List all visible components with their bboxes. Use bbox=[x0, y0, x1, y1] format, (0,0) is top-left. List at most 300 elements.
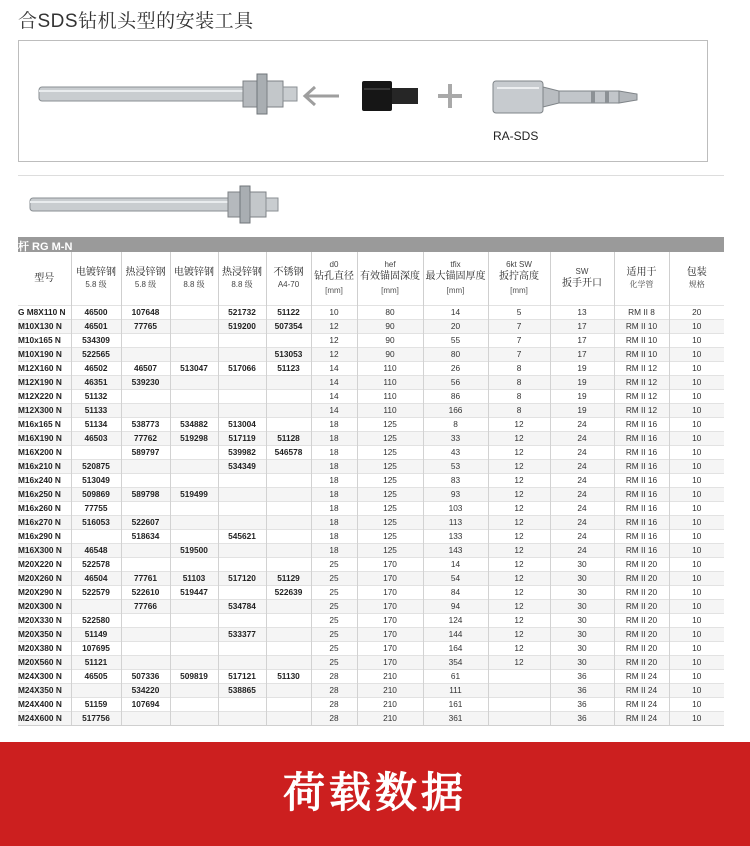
table-cell bbox=[218, 389, 266, 403]
table-cell: 10 bbox=[669, 669, 724, 683]
table-row bbox=[18, 627, 724, 641]
table-cell bbox=[71, 599, 121, 613]
table-cell bbox=[170, 501, 218, 515]
table-cell bbox=[266, 389, 311, 403]
table-cell: RM II 20 bbox=[614, 641, 669, 655]
column-header bbox=[121, 252, 170, 305]
table-cell: 51128 bbox=[266, 431, 311, 445]
column-header-text: 包装 bbox=[686, 266, 707, 278]
table-cell: 516053 bbox=[71, 515, 121, 529]
model-cell: M16x250 N bbox=[18, 487, 71, 501]
table-cell: 12 bbox=[488, 557, 550, 571]
table-cell: 12 bbox=[488, 641, 550, 655]
table-cell bbox=[170, 305, 218, 319]
table-cell: 80 bbox=[357, 305, 423, 319]
table-body bbox=[18, 305, 724, 725]
table-cell: RM II 24 bbox=[614, 683, 669, 697]
model-cell: M16x260 N bbox=[18, 501, 71, 515]
table-cell: 539982 bbox=[218, 445, 266, 459]
table-cell bbox=[488, 669, 550, 683]
table-row bbox=[18, 571, 724, 585]
table-cell: 522580 bbox=[71, 613, 121, 627]
table-cell: 10 bbox=[669, 403, 724, 417]
table-cell bbox=[218, 655, 266, 669]
table-cell: 164 bbox=[423, 641, 488, 655]
model-cell: M10x165 N bbox=[18, 333, 71, 347]
table-cell bbox=[170, 459, 218, 473]
table-cell bbox=[121, 501, 170, 515]
table-cell: 10 bbox=[669, 627, 724, 641]
installation-tools-panel bbox=[18, 40, 708, 162]
table-cell bbox=[170, 445, 218, 459]
table-cell: 534309 bbox=[71, 333, 121, 347]
column-header-text: 8.8 级 bbox=[183, 279, 205, 289]
table-cell: 522639 bbox=[266, 585, 311, 599]
table-cell: 56 bbox=[423, 375, 488, 389]
table-cell: 538773 bbox=[121, 417, 170, 431]
table-header-row bbox=[18, 252, 724, 305]
table-cell: 10 bbox=[669, 347, 724, 361]
table-cell: 12 bbox=[488, 515, 550, 529]
table-cell: 124 bbox=[423, 613, 488, 627]
table-cell: 30 bbox=[550, 585, 614, 599]
table-cell: 110 bbox=[357, 389, 423, 403]
table-cell: 51123 bbox=[266, 361, 311, 375]
model-cell: M20X330 N bbox=[18, 613, 71, 627]
table-cell: 90 bbox=[357, 319, 423, 333]
table-cell bbox=[71, 529, 121, 543]
table-cell: 28 bbox=[311, 683, 357, 697]
hex-bolt-icon bbox=[362, 81, 418, 111]
table-cell: 170 bbox=[357, 641, 423, 655]
table-cell: 539230 bbox=[121, 375, 170, 389]
column-header-text: 热浸锌钢 bbox=[222, 266, 262, 278]
table-cell: RM II 16 bbox=[614, 487, 669, 501]
table-cell bbox=[218, 641, 266, 655]
table-cell: 24 bbox=[550, 487, 614, 501]
table-cell: 25 bbox=[311, 655, 357, 669]
table-cell: RM II 24 bbox=[614, 669, 669, 683]
table-cell bbox=[121, 627, 170, 641]
table-row bbox=[18, 305, 724, 319]
table-cell: 534220 bbox=[121, 683, 170, 697]
table-cell: 517121 bbox=[218, 669, 266, 683]
threaded-rod-icon bbox=[39, 74, 297, 114]
table-cell bbox=[218, 403, 266, 417]
table-row bbox=[18, 445, 724, 459]
table-cell bbox=[218, 501, 266, 515]
table-cell: 111 bbox=[423, 683, 488, 697]
column-header bbox=[218, 252, 266, 305]
table-cell: 10 bbox=[669, 613, 724, 627]
model-cell: M16X300 N bbox=[18, 543, 71, 557]
table-cell: 12 bbox=[488, 459, 550, 473]
table-cell bbox=[218, 473, 266, 487]
table-cell bbox=[121, 403, 170, 417]
table-row bbox=[18, 529, 724, 543]
table-cell: 51134 bbox=[71, 417, 121, 431]
table-cell: RM II 12 bbox=[614, 375, 669, 389]
table-cell bbox=[170, 473, 218, 487]
table-cell: 61 bbox=[423, 669, 488, 683]
table-cell: 18 bbox=[311, 459, 357, 473]
column-header-text: 扳手开口 bbox=[562, 278, 602, 290]
model-cell: M20X300 N bbox=[18, 599, 71, 613]
table-cell: 18 bbox=[311, 515, 357, 529]
table-cell: 77766 bbox=[121, 599, 170, 613]
table-cell: 361 bbox=[423, 711, 488, 725]
table-cell: RM II 20 bbox=[614, 557, 669, 571]
table-cell bbox=[218, 515, 266, 529]
table-cell: 46502 bbox=[71, 361, 121, 375]
table-cell: 8 bbox=[488, 389, 550, 403]
table-cell: 519447 bbox=[170, 585, 218, 599]
table-cell bbox=[218, 333, 266, 347]
table-cell: 110 bbox=[357, 403, 423, 417]
table-cell bbox=[218, 711, 266, 725]
table-cell: 25 bbox=[311, 627, 357, 641]
table-cell: 17 bbox=[550, 319, 614, 333]
table-cell: 522579 bbox=[71, 585, 121, 599]
table-cell bbox=[218, 613, 266, 627]
table-cell bbox=[266, 613, 311, 627]
table-row bbox=[18, 347, 724, 361]
table-cell: 77765 bbox=[121, 319, 170, 333]
table-cell: RM II 16 bbox=[614, 473, 669, 487]
table-cell: RM II 10 bbox=[614, 319, 669, 333]
table-cell: 517120 bbox=[218, 571, 266, 585]
model-cell: M24X600 N bbox=[18, 711, 71, 725]
table-cell: 10 bbox=[669, 417, 724, 431]
table-cell bbox=[218, 585, 266, 599]
table-cell: RM II 16 bbox=[614, 459, 669, 473]
table-cell: 125 bbox=[357, 543, 423, 557]
table-cell: 8 bbox=[488, 375, 550, 389]
table-cell: 12 bbox=[488, 417, 550, 431]
model-cell: M20X260 N bbox=[18, 571, 71, 585]
column-header bbox=[170, 252, 218, 305]
table-cell: 25 bbox=[311, 613, 357, 627]
table-cell: 20 bbox=[669, 305, 724, 319]
table-cell: 170 bbox=[357, 571, 423, 585]
table-cell: 8 bbox=[488, 361, 550, 375]
table-cell: 125 bbox=[357, 417, 423, 431]
table-cell bbox=[266, 333, 311, 347]
table-cell bbox=[170, 557, 218, 571]
table-cell: 107695 bbox=[71, 641, 121, 655]
table-cell bbox=[71, 683, 121, 697]
model-cell: M16x270 N bbox=[18, 515, 71, 529]
table-cell: 12 bbox=[311, 319, 357, 333]
column-header-text: SW bbox=[575, 267, 589, 277]
table-cell: 90 bbox=[357, 347, 423, 361]
table-cell: 522607 bbox=[121, 515, 170, 529]
table-cell: 46507 bbox=[121, 361, 170, 375]
column-header-text: 最大锚固厚度 bbox=[425, 271, 486, 283]
column-header-text: [mm] bbox=[325, 286, 343, 296]
table-cell: 25 bbox=[311, 641, 357, 655]
table-cell: 509819 bbox=[170, 669, 218, 683]
table-row bbox=[18, 641, 724, 655]
table-cell: 25 bbox=[311, 557, 357, 571]
model-cell: M20X560 N bbox=[18, 655, 71, 669]
table-cell bbox=[170, 347, 218, 361]
table-cell: 170 bbox=[357, 613, 423, 627]
table-cell bbox=[266, 557, 311, 571]
column-header bbox=[423, 252, 488, 305]
table-cell bbox=[121, 347, 170, 361]
table-cell: 144 bbox=[423, 627, 488, 641]
table-cell: 14 bbox=[311, 375, 357, 389]
column-header-text: 5.8 级 bbox=[85, 279, 107, 289]
table-cell: 46548 bbox=[71, 543, 121, 557]
table-cell: 10 bbox=[669, 571, 724, 585]
table-cell: 10 bbox=[669, 585, 724, 599]
table-cell: 30 bbox=[550, 557, 614, 571]
table-cell: 43 bbox=[423, 445, 488, 459]
column-header bbox=[550, 252, 614, 305]
table-row bbox=[18, 431, 724, 445]
page-title: 合SDS钻机头型的安装工具 bbox=[18, 11, 254, 32]
table-cell: 84 bbox=[423, 585, 488, 599]
table-cell: RM II 24 bbox=[614, 711, 669, 725]
table-cell bbox=[121, 557, 170, 571]
table-cell: 12 bbox=[488, 613, 550, 627]
sds-adapter-icon bbox=[493, 81, 637, 113]
table-row bbox=[18, 501, 724, 515]
table-cell: 10 bbox=[669, 599, 724, 613]
table-cell: 170 bbox=[357, 585, 423, 599]
column-header-text: tfix bbox=[450, 260, 461, 270]
table-cell: 10 bbox=[669, 445, 724, 459]
table-cell: 518634 bbox=[121, 529, 170, 543]
table-cell: 24 bbox=[550, 459, 614, 473]
plus-icon bbox=[438, 84, 462, 108]
table-row bbox=[18, 417, 724, 431]
table-cell bbox=[266, 599, 311, 613]
table-cell bbox=[121, 613, 170, 627]
table-cell bbox=[170, 697, 218, 711]
table-cell: 10 bbox=[669, 333, 724, 347]
table-cell bbox=[218, 347, 266, 361]
table-cell: 522565 bbox=[71, 347, 121, 361]
table-cell: 19 bbox=[550, 403, 614, 417]
table-row bbox=[18, 487, 724, 501]
table-cell: 28 bbox=[311, 697, 357, 711]
table-cell: 77755 bbox=[71, 501, 121, 515]
table-cell: 24 bbox=[550, 501, 614, 515]
table-cell: 14 bbox=[423, 305, 488, 319]
table-cell: 513049 bbox=[71, 473, 121, 487]
table-row bbox=[18, 543, 724, 557]
table-cell: 125 bbox=[357, 529, 423, 543]
table-cell: 46501 bbox=[71, 319, 121, 333]
table-cell: 534882 bbox=[170, 417, 218, 431]
table-cell: 589798 bbox=[121, 487, 170, 501]
table-cell bbox=[170, 529, 218, 543]
table-cell: 12 bbox=[488, 655, 550, 669]
table-cell: 125 bbox=[357, 501, 423, 515]
table-cell bbox=[170, 403, 218, 417]
column-header bbox=[488, 252, 550, 305]
table-cell: 545621 bbox=[218, 529, 266, 543]
table-cell bbox=[121, 543, 170, 557]
table-cell: RM II 20 bbox=[614, 655, 669, 669]
table-cell: RM II 16 bbox=[614, 501, 669, 515]
table-row bbox=[18, 333, 724, 347]
table-row bbox=[18, 599, 724, 613]
table-cell: 77761 bbox=[121, 571, 170, 585]
table-cell: 10 bbox=[669, 431, 724, 445]
column-header-text: 5.8 级 bbox=[134, 279, 157, 289]
table-row bbox=[18, 319, 724, 333]
table-cell: 513004 bbox=[218, 417, 266, 431]
table-cell bbox=[121, 459, 170, 473]
table-cell: 125 bbox=[357, 515, 423, 529]
table-cell: 93 bbox=[423, 487, 488, 501]
model-cell: M12X300 N bbox=[18, 403, 71, 417]
table-cell: 24 bbox=[550, 431, 614, 445]
column-header bbox=[266, 252, 311, 305]
table-cell bbox=[266, 501, 311, 515]
table-cell: 46500 bbox=[71, 305, 121, 319]
table-cell bbox=[218, 543, 266, 557]
table-cell: 12 bbox=[488, 571, 550, 585]
model-cell: M10X130 N bbox=[18, 319, 71, 333]
left-arrow-icon bbox=[305, 87, 339, 105]
table-cell bbox=[170, 515, 218, 529]
table-cell: RM II 12 bbox=[614, 389, 669, 403]
column-header-text: 6kt SW bbox=[506, 260, 532, 270]
table-cell: 51129 bbox=[266, 571, 311, 585]
table-cell: 51103 bbox=[170, 571, 218, 585]
table-cell: 25 bbox=[311, 585, 357, 599]
table-cell: 103 bbox=[423, 501, 488, 515]
table-cell: 90 bbox=[357, 333, 423, 347]
table-cell bbox=[266, 641, 311, 655]
table-cell bbox=[266, 529, 311, 543]
table-cell: RM II 20 bbox=[614, 613, 669, 627]
table-cell: 133 bbox=[423, 529, 488, 543]
table-cell bbox=[121, 655, 170, 669]
table-cell: 12 bbox=[488, 501, 550, 515]
table-cell: 10 bbox=[669, 557, 724, 571]
table-cell bbox=[218, 375, 266, 389]
model-cell: G M8X110 N bbox=[18, 305, 71, 319]
table-cell bbox=[170, 319, 218, 333]
model-cell: M10X190 N bbox=[18, 347, 71, 361]
table-cell bbox=[488, 683, 550, 697]
table-cell: 519200 bbox=[218, 319, 266, 333]
table-cell: 54 bbox=[423, 571, 488, 585]
table-row bbox=[18, 557, 724, 571]
table-row bbox=[18, 459, 724, 473]
table-cell: 51121 bbox=[71, 655, 121, 669]
table-cell: 51130 bbox=[266, 669, 311, 683]
table-cell: RM II 20 bbox=[614, 585, 669, 599]
table-cell: 210 bbox=[357, 697, 423, 711]
table-cell: 170 bbox=[357, 655, 423, 669]
table-cell bbox=[170, 389, 218, 403]
table-cell bbox=[170, 641, 218, 655]
table-cell bbox=[218, 557, 266, 571]
model-cell: M16X200 N bbox=[18, 445, 71, 459]
table-cell: 24 bbox=[550, 417, 614, 431]
table-cell: 86 bbox=[423, 389, 488, 403]
table-cell bbox=[266, 627, 311, 641]
table-cell bbox=[266, 655, 311, 669]
table-cell: 18 bbox=[311, 417, 357, 431]
table-cell: 210 bbox=[357, 669, 423, 683]
table-cell: 18 bbox=[311, 473, 357, 487]
table-cell: 24 bbox=[550, 445, 614, 459]
table-cell: 18 bbox=[311, 487, 357, 501]
column-header-text: 电镀锌钢 bbox=[76, 266, 116, 278]
table-cell: RM II 8 bbox=[614, 305, 669, 319]
table-cell: 161 bbox=[423, 697, 488, 711]
model-cell: M20X290 N bbox=[18, 585, 71, 599]
table-cell: 12 bbox=[488, 529, 550, 543]
table-cell: 46504 bbox=[71, 571, 121, 585]
table-cell: 51132 bbox=[71, 389, 121, 403]
model-cell: M16x290 N bbox=[18, 529, 71, 543]
table-cell: 534349 bbox=[218, 459, 266, 473]
model-cell: M20X350 N bbox=[18, 627, 71, 641]
table-cell bbox=[266, 515, 311, 529]
table-cell: 14 bbox=[311, 403, 357, 417]
table-cell: 210 bbox=[357, 711, 423, 725]
table-cell: 12 bbox=[488, 585, 550, 599]
table-cell: 107648 bbox=[121, 305, 170, 319]
column-header bbox=[669, 252, 724, 305]
table-cell: 12 bbox=[488, 431, 550, 445]
table-cell bbox=[170, 683, 218, 697]
table-cell: 8 bbox=[423, 417, 488, 431]
table-cell: RM II 24 bbox=[614, 697, 669, 711]
table-cell: 10 bbox=[669, 501, 724, 515]
column-header-text: d0 bbox=[329, 260, 339, 270]
table-row bbox=[18, 697, 724, 711]
model-cell: M16x240 N bbox=[18, 473, 71, 487]
table-cell: 143 bbox=[423, 543, 488, 557]
table-cell: 10 bbox=[669, 515, 724, 529]
table-cell: 10 bbox=[669, 389, 724, 403]
table-cell: 517756 bbox=[71, 711, 121, 725]
table-cell: 513047 bbox=[170, 361, 218, 375]
model-cell: M24X400 N bbox=[18, 697, 71, 711]
column-header-text: A4-70 bbox=[277, 279, 300, 289]
table-cell: RM II 10 bbox=[614, 347, 669, 361]
table-row bbox=[18, 361, 724, 375]
table-row bbox=[18, 613, 724, 627]
table-cell bbox=[121, 711, 170, 725]
table-cell: 30 bbox=[550, 571, 614, 585]
table-cell: 10 bbox=[669, 375, 724, 389]
table-cell: 10 bbox=[669, 697, 724, 711]
table-cell: 26 bbox=[423, 361, 488, 375]
table-cell: 51159 bbox=[71, 697, 121, 711]
table-cell bbox=[121, 473, 170, 487]
table-cell: 110 bbox=[357, 375, 423, 389]
table-cell: 10 bbox=[669, 487, 724, 501]
table-cell: 166 bbox=[423, 403, 488, 417]
model-cell: M20X220 N bbox=[18, 557, 71, 571]
table-cell: 14 bbox=[311, 361, 357, 375]
table-row bbox=[18, 473, 724, 487]
column-header-text: 型号 bbox=[34, 272, 55, 284]
table-cell: RM II 20 bbox=[614, 627, 669, 641]
model-cell: M12X160 N bbox=[18, 361, 71, 375]
